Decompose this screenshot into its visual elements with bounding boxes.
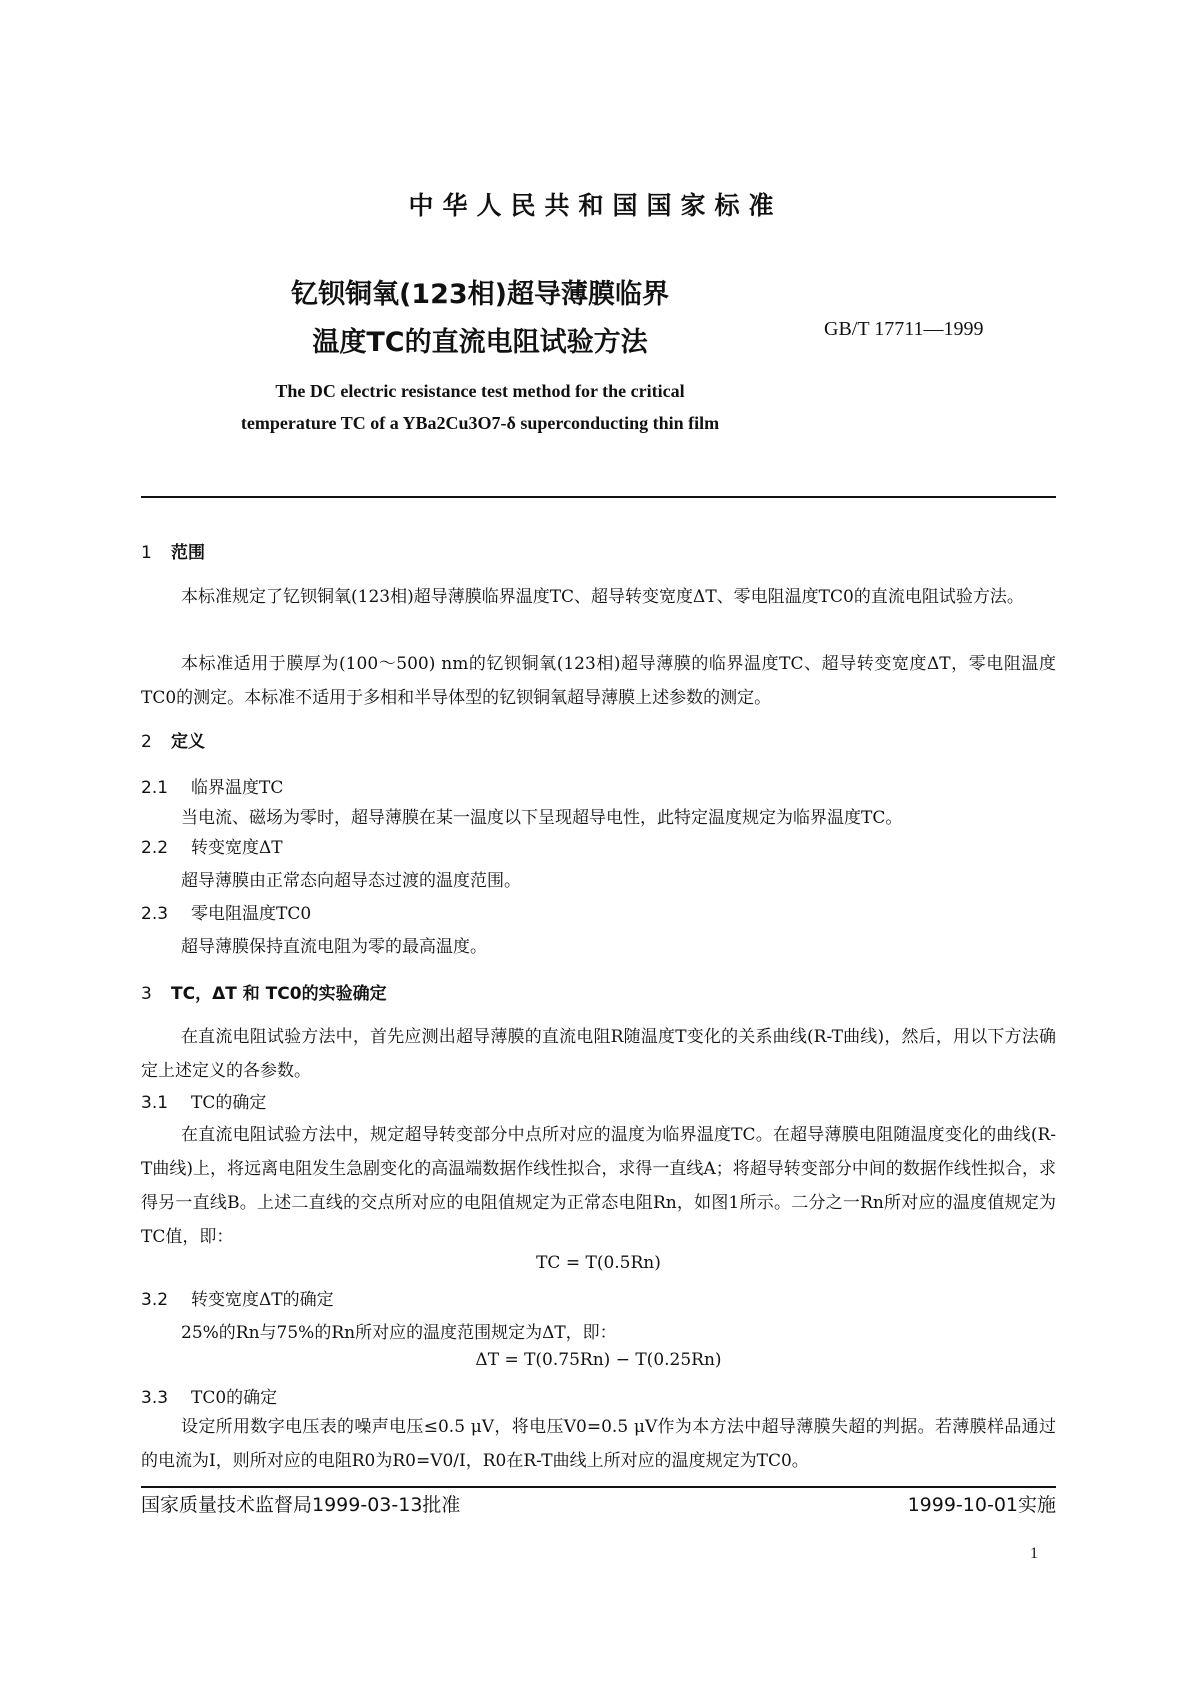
formula-delta-t: ΔT = T(0.75Rn) − T(0.25Rn)	[475, 1350, 722, 1370]
chinese-title-line1: 钇钡铜氧(123相)超导薄膜临界	[290, 279, 670, 310]
subsection-3-3-text: 设定所用数字电压表的噪声电压≤0.5 μV，将电压V0=0.5 μV作为本方法中超导薄膜失超的判据。若薄膜样品通过的电流为I，则所对应的电阻R0为R0=V0/I，R0在R-T曲线上所对应的温度规定为TC0。	[141, 1417, 1056, 1471]
subsection-3-1-heading	[141, 1088, 266, 1113]
subsection-2-3-text: 超导薄膜保持直流电阻为零的最高温度。	[181, 937, 487, 957]
subsection-2-2-number: 2.2	[141, 838, 169, 858]
country-standard-header: 中华人民共和国国家标准	[408, 191, 783, 220]
subsection-3-3-title: TC0的确定	[191, 1388, 278, 1408]
subsection-3-1-text: 在直流电阻试验方法中，规定超导转变部分中点所对应的温度为临界温度TC。在超导薄膜电阻随温度变化的曲线(R-T曲线)上，将远离电阻发生急剧变化的高温端数据作线性拟合，求得一直线A；将超导转变部分中间的数据作线性拟合，求得另一直线B。上述二直线的交点所对应的电阻值规定为正常态电阻Rn，如图1所示。二分之一Rn所对应的温度值规定为TC值，即：	[141, 1125, 1056, 1247]
subsection-2-1-number: 2.1	[141, 778, 169, 798]
english-title-line1: The DC electric resistance test method for the critical	[275, 381, 685, 401]
section-3-heading	[141, 979, 387, 1004]
subsection-3-2-text: 25%的Rn与75%的Rn所对应的温度范围规定为ΔT，即：	[181, 1323, 617, 1343]
section-1-number: 1	[141, 543, 152, 563]
approval-date: 国家质量技术监督局1999-03-13批准	[141, 1494, 461, 1516]
formula-tc: TC = T(0.5Rn)	[536, 1253, 661, 1273]
section-3-intro: 在直流电阻试验方法中，首先应测出超导薄膜的直流电阻R随温度T变化的关系曲线(R-T曲线)，然后，用以下方法确定上述定义的各参数。	[141, 1027, 1056, 1081]
subsection-3-3-number: 3.3	[141, 1388, 169, 1408]
subsection-3-3-heading	[141, 1383, 277, 1408]
subsection-3-2-heading	[141, 1285, 334, 1310]
bottom-divider	[141, 1486, 1056, 1488]
section-1-paragraph-2: 本标准适用于膜厚为(100～500) nm的钇钡铜氧(123相)超导薄膜的临界温度TC、超导转变宽度ΔT，零电阻温度TC0的测定。本标准不适用于多相和半导体型的钇钡铜氧超导薄膜上述参数的测定。	[141, 654, 1056, 708]
section-3-title: TC，ΔT 和 TC0的实验确定	[171, 984, 387, 1004]
page-number: 1	[1030, 1545, 1038, 1562]
top-divider	[141, 496, 1056, 498]
subsection-2-3-heading	[141, 899, 311, 924]
chinese-title-line2: 温度TC的直流电阻试验方法	[312, 327, 648, 358]
subsection-3-2-title: 转变宽度ΔT的确定	[191, 1290, 334, 1310]
section-2-number: 2	[141, 732, 152, 752]
subsection-2-1-title: 临界温度TC	[191, 778, 284, 798]
subsection-3-1-number: 3.1	[141, 1093, 169, 1113]
subsection-2-1-heading	[141, 773, 283, 798]
subsection-2-3-number: 2.3	[141, 904, 169, 924]
subsection-2-2-text: 超导薄膜由正常态向超导态过渡的温度范围。	[181, 871, 521, 891]
subsection-3-1-title: TC的确定	[191, 1093, 267, 1113]
section-3-number: 3	[141, 984, 152, 1004]
subsection-2-3-title: 零电阻温度TC0	[191, 904, 312, 924]
section-1-paragraph-1: 本标准规定了钇钡铜氧(123相)超导薄膜临界温度TC、超导转变宽度ΔT、零电阻温度TC0的直流电阻试验方法。	[181, 587, 1024, 607]
subsection-2-2-heading	[141, 833, 283, 858]
english-title-line2: temperature TC of a YBa2Cu3O7-δ superconducting thin film	[240, 413, 720, 433]
section-2-heading	[141, 727, 205, 752]
implementation-date: 1999-10-01实施	[907, 1494, 1056, 1516]
standard-number: GB/T 17711—1999	[824, 318, 984, 340]
section-1-heading	[141, 538, 205, 563]
section-1-title: 范围	[171, 543, 205, 563]
subsection-3-2-number: 3.2	[141, 1290, 169, 1310]
subsection-2-2-title: 转变宽度ΔT	[191, 838, 283, 858]
section-2-title: 定义	[171, 732, 205, 752]
subsection-2-1-text: 当电流、磁场为零时，超导薄膜在某一温度以下呈现超导电性，此特定温度规定为临界温度TC。	[181, 808, 903, 828]
